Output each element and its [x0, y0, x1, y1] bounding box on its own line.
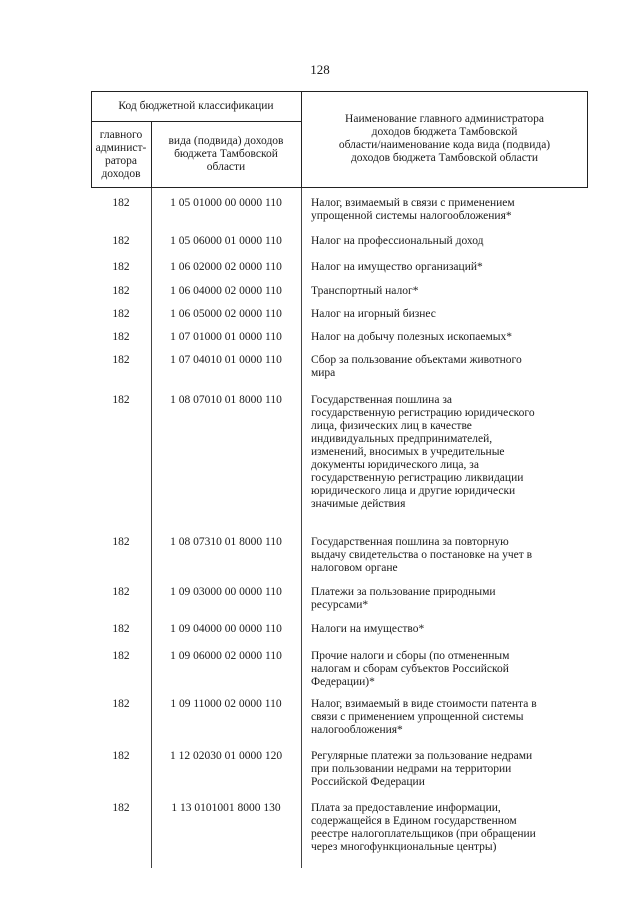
income-name-line: налоговом органе [311, 562, 398, 574]
income-name-line: мира [311, 367, 336, 379]
income-name-cell [311, 536, 583, 575]
income-code-cell: 1 06 05000 02 0000 110 [170, 308, 282, 320]
income-name-line: налогам и сборам субъектов Российской [311, 663, 509, 675]
income-name-line: Плата за предоставление информации, [311, 802, 501, 814]
income-name-line: Российской Федерации [311, 776, 425, 788]
income-name-line: выдачу свидетельства о постановке на учет в [311, 549, 533, 561]
income-name-line: Налог, взимаемый в связи с применением [311, 197, 515, 209]
income-code-cell: 1 08 07310 01 8000 110 [170, 536, 282, 548]
admin-code-cell: 182 [112, 197, 130, 209]
income-name-cell [311, 354, 583, 380]
income-name-cell [311, 586, 583, 612]
admin-code-cell: 182 [112, 750, 130, 762]
income-name-cell [311, 623, 583, 636]
income-name-line: Налоги на имущество* [311, 623, 425, 635]
income-name-cell [311, 394, 583, 511]
income-name-cell [311, 650, 583, 689]
income-name-cell [311, 285, 583, 298]
admin-code-cell: 182 [112, 536, 130, 548]
income-code-cell: 1 05 06000 01 0000 110 [170, 235, 282, 247]
income-name-line: Государственная пошлина за [311, 394, 452, 406]
income-name-line: индивидуальных предпринимателей, [311, 433, 493, 445]
income-code-cell: 1 12 02030 01 0000 120 [169, 750, 283, 762]
income-name-line: Государственная пошлина за повторную [311, 536, 509, 548]
income-code-cell: 1 09 04000 00 0000 110 [170, 623, 282, 635]
budget-classification-code-title: Код бюджетной классификации [118, 100, 274, 112]
income-name-cell [311, 750, 583, 789]
admin-code-cell: 182 [112, 650, 130, 662]
income-name-line: лица, физических лиц в качестве [311, 420, 472, 432]
admin-code-cell: 182 [112, 331, 130, 343]
admin-code-cell: 182 [112, 802, 130, 814]
income-name-line: государственную регистрацию юридического [311, 407, 535, 419]
income-name-line: государственную регистрацию ликвидации [311, 472, 524, 484]
income-name-line: Регулярные платежи за пользование недрами [311, 750, 533, 762]
income-name-line: Налог на добычу полезных ископаемых* [311, 331, 512, 343]
admin-code-cell: 182 [112, 586, 130, 598]
income-name-cell [311, 698, 583, 737]
income-name-line: упрощенной системы налогообложения* [311, 210, 512, 222]
income-name-line: Налог на имущество организаций* [311, 261, 483, 273]
page-number: 128 [310, 62, 330, 77]
admin-code-cell: 182 [112, 394, 130, 406]
income-name-line: Транспортный налог* [311, 285, 419, 297]
income-name-line: налогообложения* [311, 724, 403, 736]
income-name-cell [311, 308, 583, 321]
income-name-line: Федерации)* [311, 676, 375, 688]
header-name-column: Наименование главного администратора доходов бюджета Тамбовской области/наименование кода вида (подвида) доходов бюджета Тамбовской области [338, 113, 551, 164]
admin-code-cell: 182 [112, 285, 130, 297]
admin-code-cell: 182 [112, 261, 130, 273]
income-name-line: Платежи за пользование природными [311, 586, 496, 598]
income-name-line: изменений, вносимых в учредительные [311, 446, 505, 458]
income-code-cell: 1 08 07010 01 8000 110 [170, 394, 282, 406]
admin-code-cell: 182 [112, 623, 130, 635]
income-name-cell [311, 331, 583, 344]
income-code-cell: 1 09 11000 02 0000 110 [170, 698, 282, 710]
income-code-cell: 1 09 06000 02 0000 110 [170, 650, 282, 662]
income-name-line: Прочие налоги и сборы (по отмененным [311, 650, 510, 662]
income-name-line: документы юридического лица, за [311, 459, 479, 471]
income-name-cell [311, 235, 583, 248]
table-header [91, 91, 588, 188]
income-name-line: связи с применением упрощенной системы [311, 711, 524, 723]
income-name-line: реестре налогоплательщиков (при обращении [311, 828, 536, 840]
income-name-cell [311, 197, 583, 223]
income-name-line: Налог на игорный бизнес [311, 308, 436, 320]
income-name-line: Налог на профессиональный доход [311, 235, 484, 247]
income-code-cell: 1 06 02000 02 0000 110 [170, 261, 282, 273]
income-name-line: значимые действия [311, 498, 406, 510]
income-name-line: Сбор за пользование объектами животного [311, 354, 522, 366]
income-code-cell: 1 13 0101001 8000 130 [171, 802, 281, 814]
income-name-cell [311, 261, 583, 274]
income-name-line: через многофункциональные центры) [311, 841, 497, 853]
income-name-line: ресурсами* [311, 599, 369, 611]
admin-code-cell: 182 [112, 235, 130, 247]
income-code-cell: 1 05 01000 00 0000 110 [170, 197, 282, 209]
income-code-cell: 1 09 03000 00 0000 110 [170, 586, 282, 598]
income-name-line: содержащейся в Едином государственном [311, 815, 517, 827]
admin-code-cell: 182 [112, 698, 130, 710]
income-name-line: юридического лица и другие юридически [311, 485, 516, 497]
income-name-line: при пользовании недрами на территории [311, 763, 512, 775]
income-code-cell: 1 07 01000 01 0000 110 [170, 331, 282, 343]
income-name-line: Налог, взимаемый в виде стоимости патента в [311, 698, 537, 710]
income-code-cell: 1 07 04010 01 0000 110 [170, 354, 282, 366]
admin-code-cell: 182 [112, 354, 130, 366]
admin-code-cell: 182 [112, 308, 130, 320]
income-name-cell [311, 802, 583, 854]
header-income-type-column: вида (подвида) доходов бюджета Тамбовской области [168, 135, 284, 173]
header-admin-column: главного админист- ратора доходов [95, 129, 147, 180]
income-code-cell: 1 06 04000 02 0000 110 [170, 285, 282, 297]
